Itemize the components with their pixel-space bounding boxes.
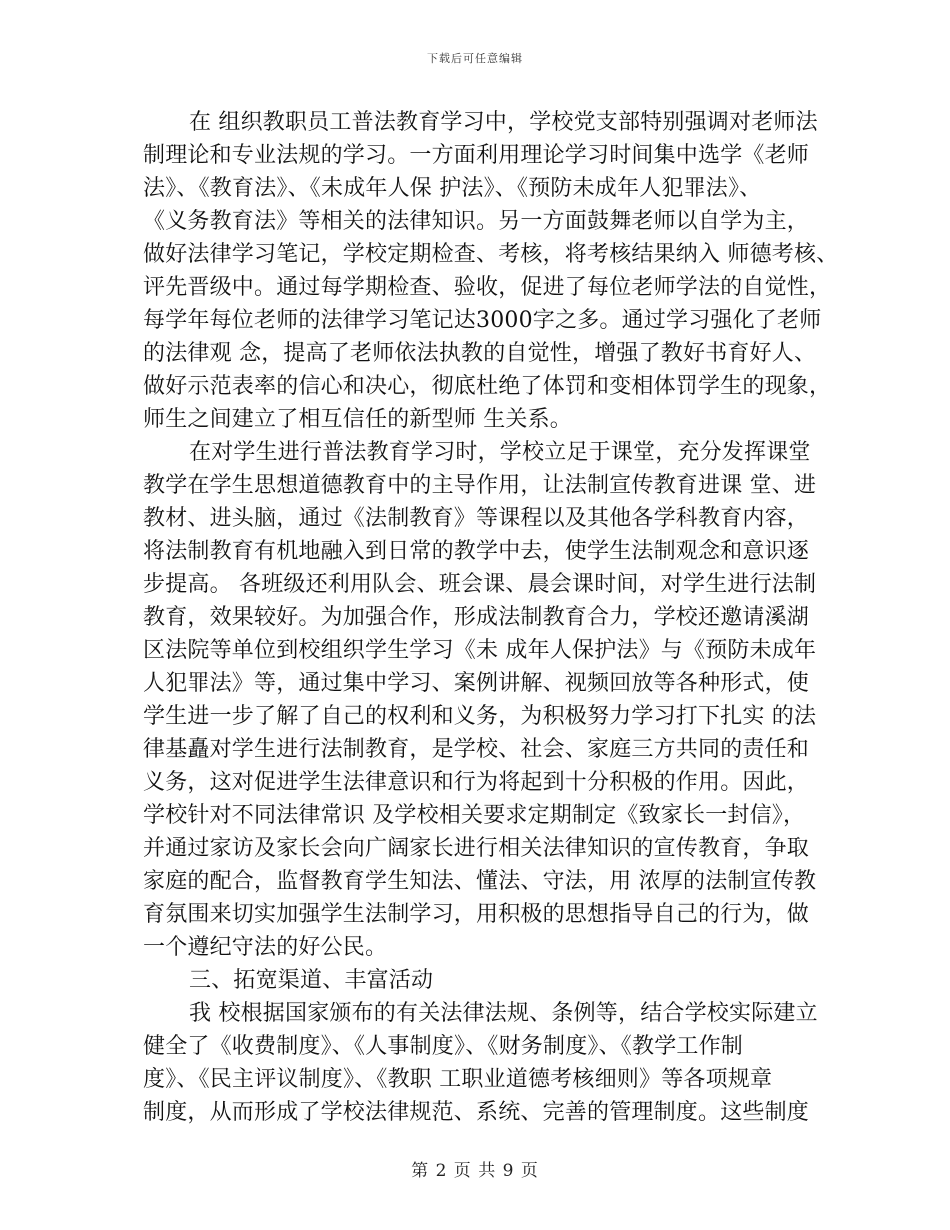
paragraph-line: 制理论和专业法规的学习。一方面利用理论学习时间集中选学《老师	[143, 143, 810, 168]
document-body	[143, 106, 839, 1129]
paragraph-line: 义务，这对促进学生法律意识和行为将起到十分积极的作用。因此，	[143, 770, 810, 795]
paragraph-line: 做好示范表率的信心和决心，彻底杜绝了体罚和变相体罚学生的现象，	[143, 374, 832, 399]
paragraph-line: 师生之间建立了相互信任的新型师 生关系。	[143, 407, 572, 432]
paragraph-line: 在 组织教职员工普法教育学习中，学校党支部特别强调对老师法	[189, 110, 818, 135]
paragraph-line: 《义务教育法》等相关的法律知识。另一方面鼓舞老师以自学为主，	[143, 209, 810, 234]
paragraph-line: 制度，从而形成了学校法律规范、系统、完善的管理制度。这些制度	[143, 1100, 810, 1125]
paragraph-line: 评先晋级中。通过每学期检查、验收，促进了每位老师学法的自觉性，	[143, 275, 832, 300]
paragraph-line: 育氛围来切实加强学生法制学习，用积极的思想指导自己的行为，做	[143, 902, 810, 927]
paragraph-line: 学校针对不同法律常识 及学校相关要求定期制定《致家长一封信》，	[143, 803, 806, 828]
paragraph-line: 每学年每位老师的法律学习笔记达3000字之多。通过学习强化了老师	[143, 308, 822, 333]
paragraph-line: 在对学生进行普法教育学习时，学校立足于课堂，充分发挥课堂	[189, 440, 811, 465]
page-number-footer: 第 2 页 共 9 页	[411, 1161, 539, 1181]
paragraph-line: 健全了《收费制度》、《人事制度》、《财务制度》、《教学工作制	[143, 1034, 744, 1059]
paragraph-line: 学生进一步了解了自己的权利和义务，为积极努力学习打下扎实 的法	[143, 704, 817, 729]
section-heading: 三、拓宽渠道、丰富活动	[189, 968, 434, 993]
paragraph-line: 教材、进头脑，通过《法制教育》等课程以及其他各学科教育内容，	[143, 506, 810, 531]
paragraph-line: 区法院等单位到校组织学生学习《未 成年人保护法》与《预防未成年	[143, 638, 817, 663]
paragraph-line: 一个遵纪守法的好公民。	[143, 935, 388, 960]
paragraph-line: 并通过家访及家长会向广阔家长进行相关法律知识的宣传教育，争取	[143, 836, 810, 861]
paragraph-line: 律基矗对学生进行法制教育，是学校、社会、家庭三方共同的责任和	[143, 737, 810, 762]
paragraph-line: 做好法律学习笔记，学校定期检查、考核，将考核结果纳入 师德考核、	[143, 242, 839, 267]
paragraph-line: 法》、《教育法》、《未成年人保 护法》、《预防未成年人犯罪法》、	[143, 176, 762, 201]
paragraph-line: 步提高。 各班级还利用队会、班会课、晨会课时间，对学生进行法制	[143, 572, 817, 597]
paragraph-line: 教育，效果较好。为加强合作，形成法制教育合力，学校还邀请溪湖	[143, 605, 810, 630]
paragraph-line: 教学在学生思想道德教育中的主导作用，让法制宣传教育进课 堂、进	[143, 473, 817, 498]
paragraph-line: 将法制教育有机地融入到日常的教学中去，使学生法制观念和意识逐	[143, 539, 810, 564]
paragraph-line: 我 校根据国家颁布的有关法律法规、条例等，结合学校实际建立	[189, 1001, 818, 1026]
header-note: 下载后可任意编辑	[427, 52, 523, 65]
paragraph-line: 人犯罪法》等，通过集中学习、案例讲解、视频回放等各种形式，使	[143, 671, 810, 696]
paragraph-line: 度》、《民主评议制度》、《教职 工职业道德考核细则》等各项规章	[143, 1067, 773, 1092]
paragraph-line: 家庭的配合，监督教育学生知法、懂法、守法，用 浓厚的法制宣传教	[143, 869, 817, 894]
paragraph-line: 的法律观 念，提高了老师依法执教的自觉性，增强了教好书育好人、	[143, 341, 817, 366]
